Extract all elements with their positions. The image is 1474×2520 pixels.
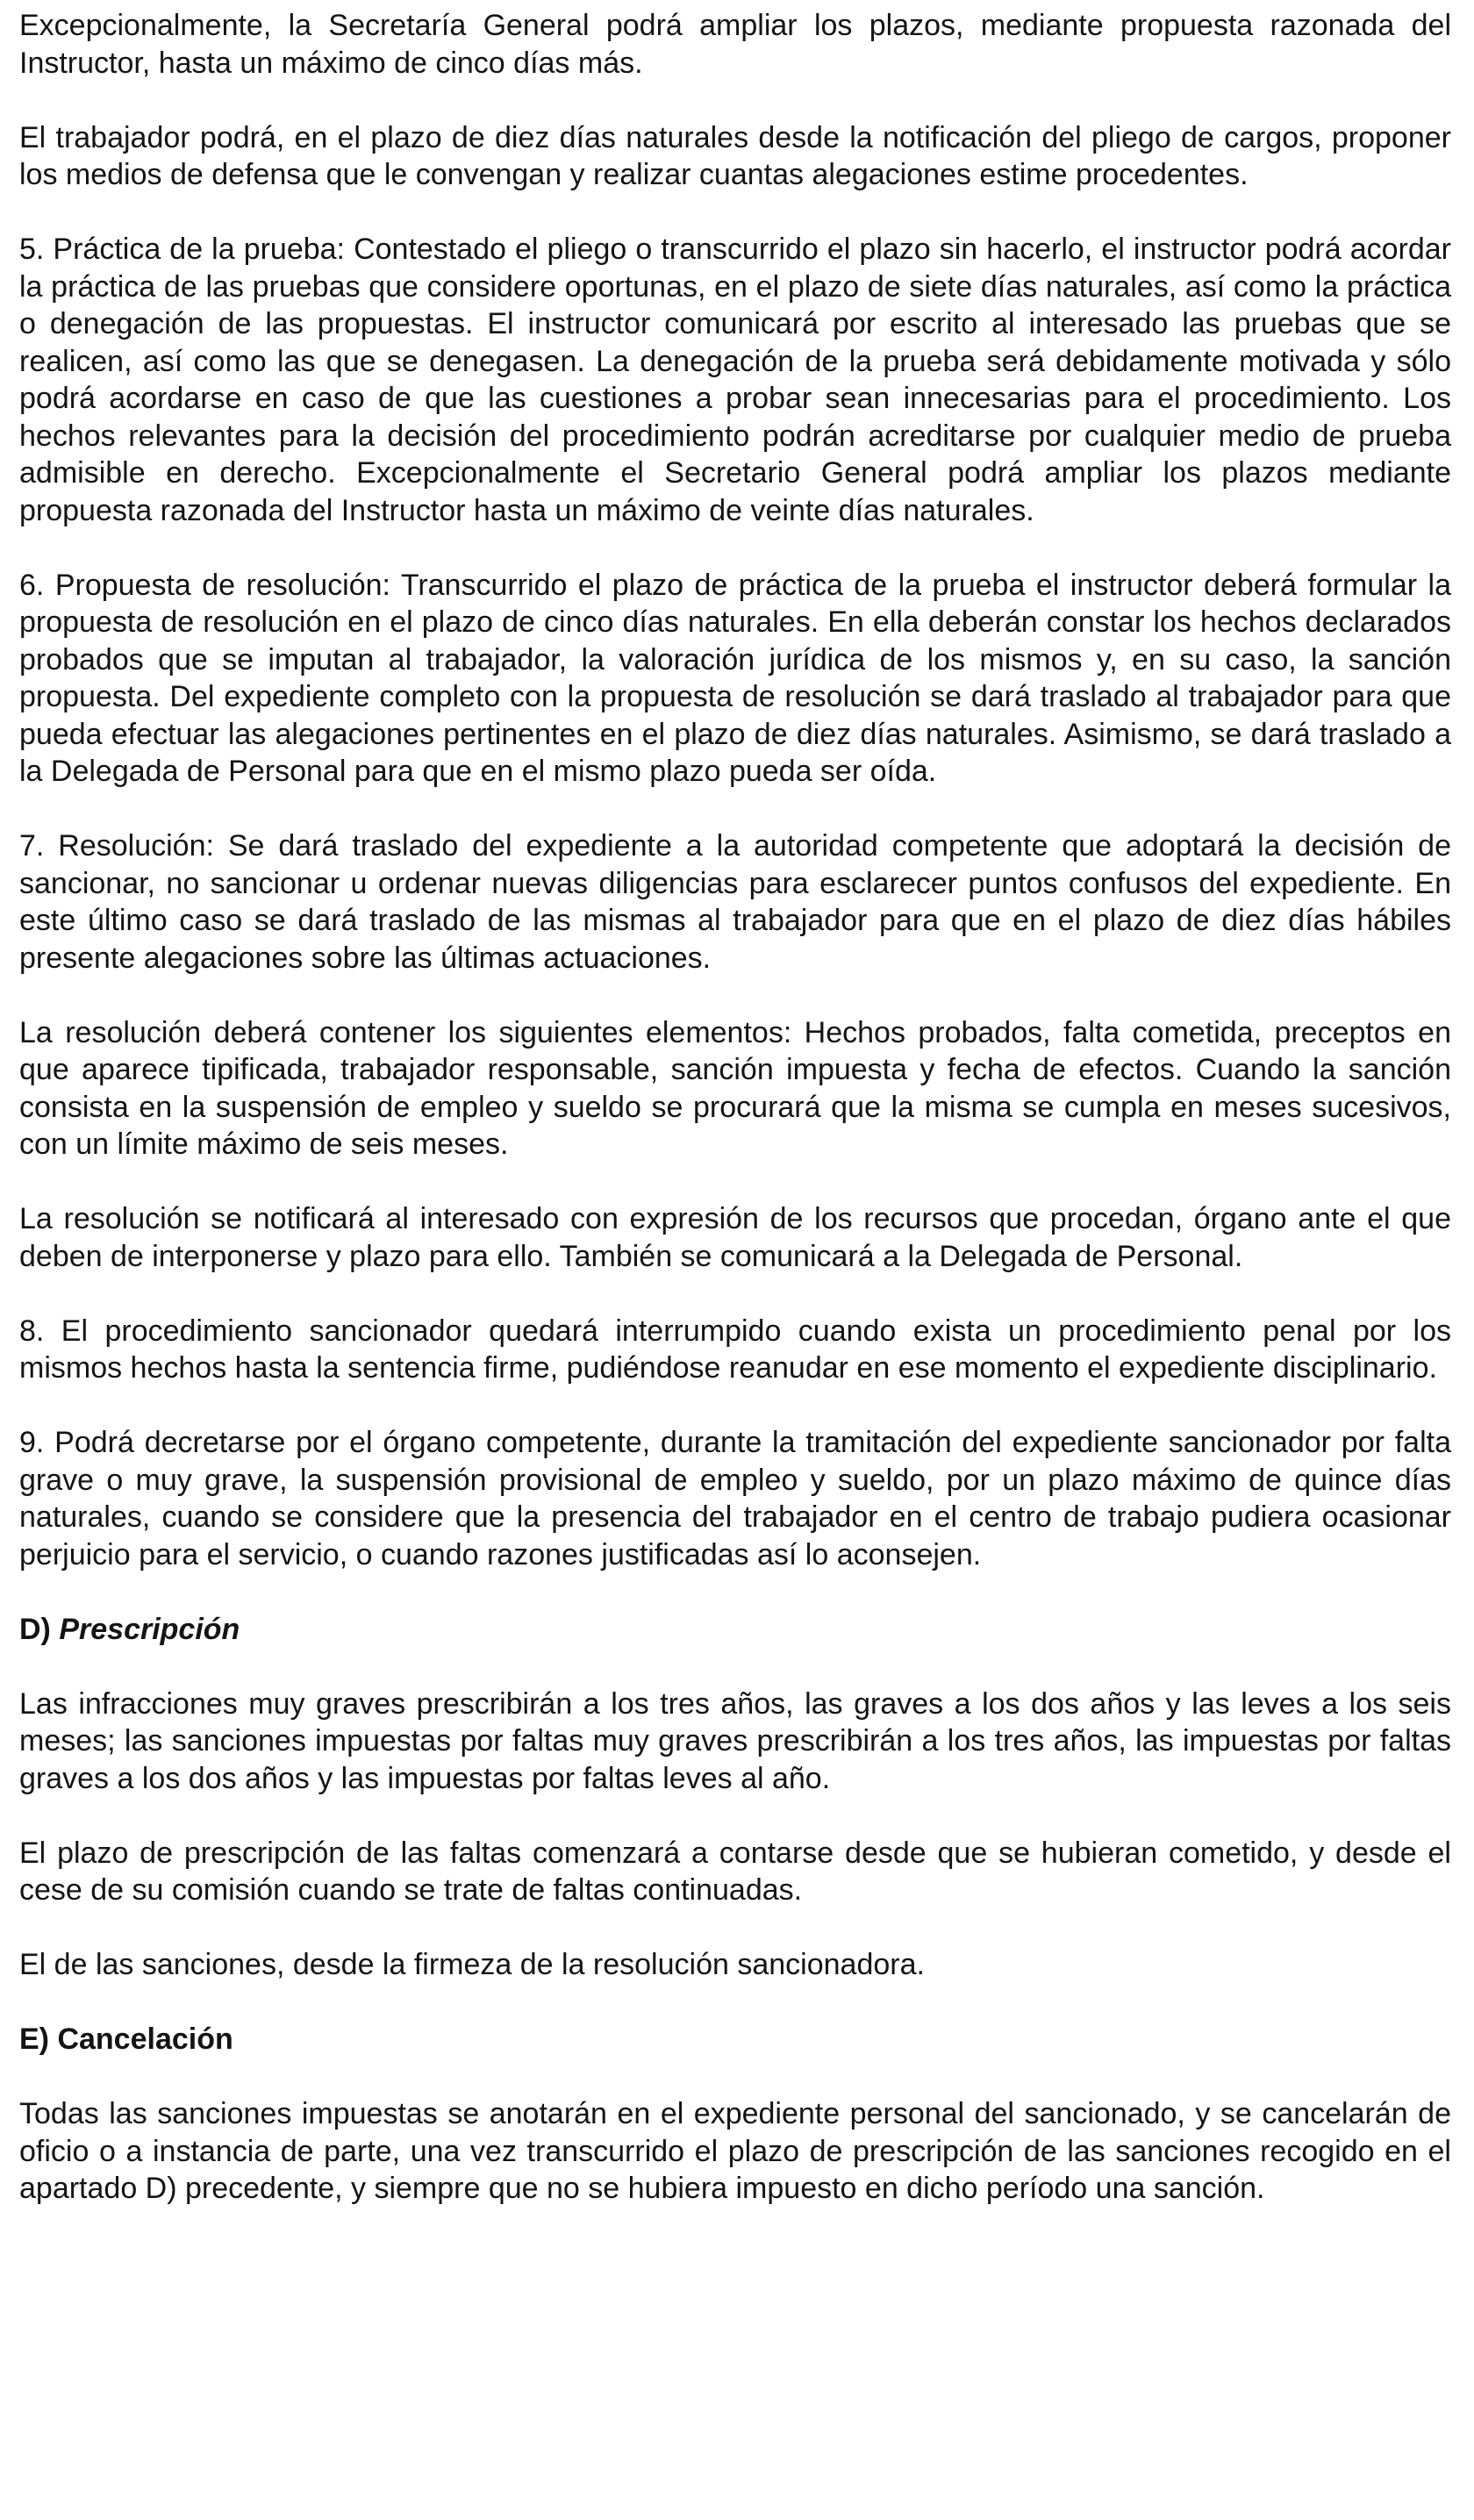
paragraph-contenido-resolucion: La resolución deberá contener los siguientes elementos: Hechos probados, falta cometida, preceptos en que aparece tipificada, trabajador responsable, sanción impuesta y fecha de efectos. Cuando la sanción consista en la suspensión de empleo y sueldo se procurará que la misma se cumpla en meses sucesivos, con un límite máximo de seis meses. [19,1015,1451,1161]
paragraph-medios-defensa: El trabajador podrá, en el plazo de diez días naturales desde la notificación del pliego de cargos, proponer los medios de defensa que le convengan y realizar cuantas alegaciones estime procedentes. [19,120,1451,191]
paragraph-propuesta-resolucion: 6. Propuesta de resolución: Transcurrido el plazo de práctica de la prueba el instructor deberá formular la propuesta de resolución en el plazo de cinco días naturales. En ella deberán constar los hechos declarados probados que se imputan al trabajador, la valoración jurídica de los mismos y, en su caso, la sanción propuesta. Del expediente completo con la propuesta de resolución se dará traslado al trabajador para que pueda efectuar las alegaciones pertinentes en el plazo de diez días naturales. Asimismo, se dará traslado a la Delegada de Personal para que en el mismo plazo pueda ser oída. [19,568,1451,788]
paragraph-plazos-ampliacion: Excepcionalmente, la Secretaría General podrá ampliar los plazos, mediante propuesta razonada del Instructor, hasta un máximo de cinco días más. [19,9,1451,80]
paragraph-resolucion: 7. Resolución: Se dará traslado del expediente a la autoridad competente que adoptará la decisión de sancionar, no sancionar u ordenar nuevas diligencias para esclarecer puntos confusos del expediente. En este último caso se dará traslado de las mismas al trabajador para que en el plazo de diez días hábiles presente alegaciones sobre las últimas actuaciones. [19,829,1451,975]
paragraph-notificacion: La resolución se notificará al interesado con expresión de los recursos que procedan, órgano ante el que deben de interponerse y plazo para ello. También se comunicará a la Delegada de Personal. [19,1202,1451,1273]
document-page [19,7,1451,2208]
heading-prefix: D) [19,1612,51,1646]
paragraph-computo-faltas: El plazo de prescripción de las faltas comenzará a contarse desde que se hubieran cometido, y desde el cese de su comisión cuando se trate de faltas continuadas. [19,1836,1451,1907]
paragraph-suspension-provisional: 9. Podrá decretarse por el órgano competente, durante la tramitación del expediente sancionador por falta grave o muy grave, la suspensión provisional de empleo y sueldo, por un plazo máximo de quince días naturales, cuando se considere que la presencia del trabajador en el centro de trabajo pudiera ocasionar perjuicio para el servicio, o cuando razones justificadas así lo aconsejen. [19,1426,1451,1571]
paragraph-practica-prueba: 5. Práctica de la prueba: Contestado el pliego o transcurrido el plazo sin hacerlo, el instructor podrá acordar la práctica de las pruebas que considere oportunas, en el plazo de siete días naturales, así como la práctica o denegación de las propuestas. El instructor comunicará por escrito al interesado las pruebas que se realicen, así como las que se denegasen. La denegación de la prueba será debidamente motivada y sólo podrá acordarse en caso de que las cuestiones a probar sean innecesarias para el procedimiento. Los hechos relevantes para la decisión del procedimiento podrán acreditarse por cualquier medio de prueba admisible en derecho. Excepcionalmente el Secretario General podrá ampliar los plazos mediante propuesta razonada del Instructor hasta un máximo de veinte días naturales. [19,233,1451,527]
paragraph-cancelacion: Todas las sanciones impuestas se anotarán en el expediente personal del sancionado, y se cancelarán de oficio o a instancia de parte, una vez transcurrido el plazo de prescripción de las sanciones recogido en el apartado D) precedente, y siempre que no se hubiera impuesto en dicho período una sanción. [19,2097,1451,2205]
section-heading-cancelacion: E) Cancelación [19,2022,233,2056]
paragraph-computo-sanciones: El de las sanciones, desde la firmeza de la resolución sancionadora. [19,1948,925,1981]
paragraph-interrupcion: 8. El procedimiento sancionador quedará interrumpido cuando exista un procedimiento penal por los mismos hechos hasta la sentencia firme, pudiéndose reanudar en ese momento el expediente disciplinario. [19,1314,1451,1385]
paragraph-plazos-prescripcion: Las infracciones muy graves prescribirán a los tres años, las graves a los dos años y las leves a los seis meses; las sanciones impuestas por faltas muy graves prescribirán a los tres años, las impuestas por faltas graves a los dos años y las impuestas por faltas leves al año. [19,1686,1451,1795]
heading-title: Prescripción [59,1612,240,1646]
section-heading-prescripcion [19,1611,1451,1649]
